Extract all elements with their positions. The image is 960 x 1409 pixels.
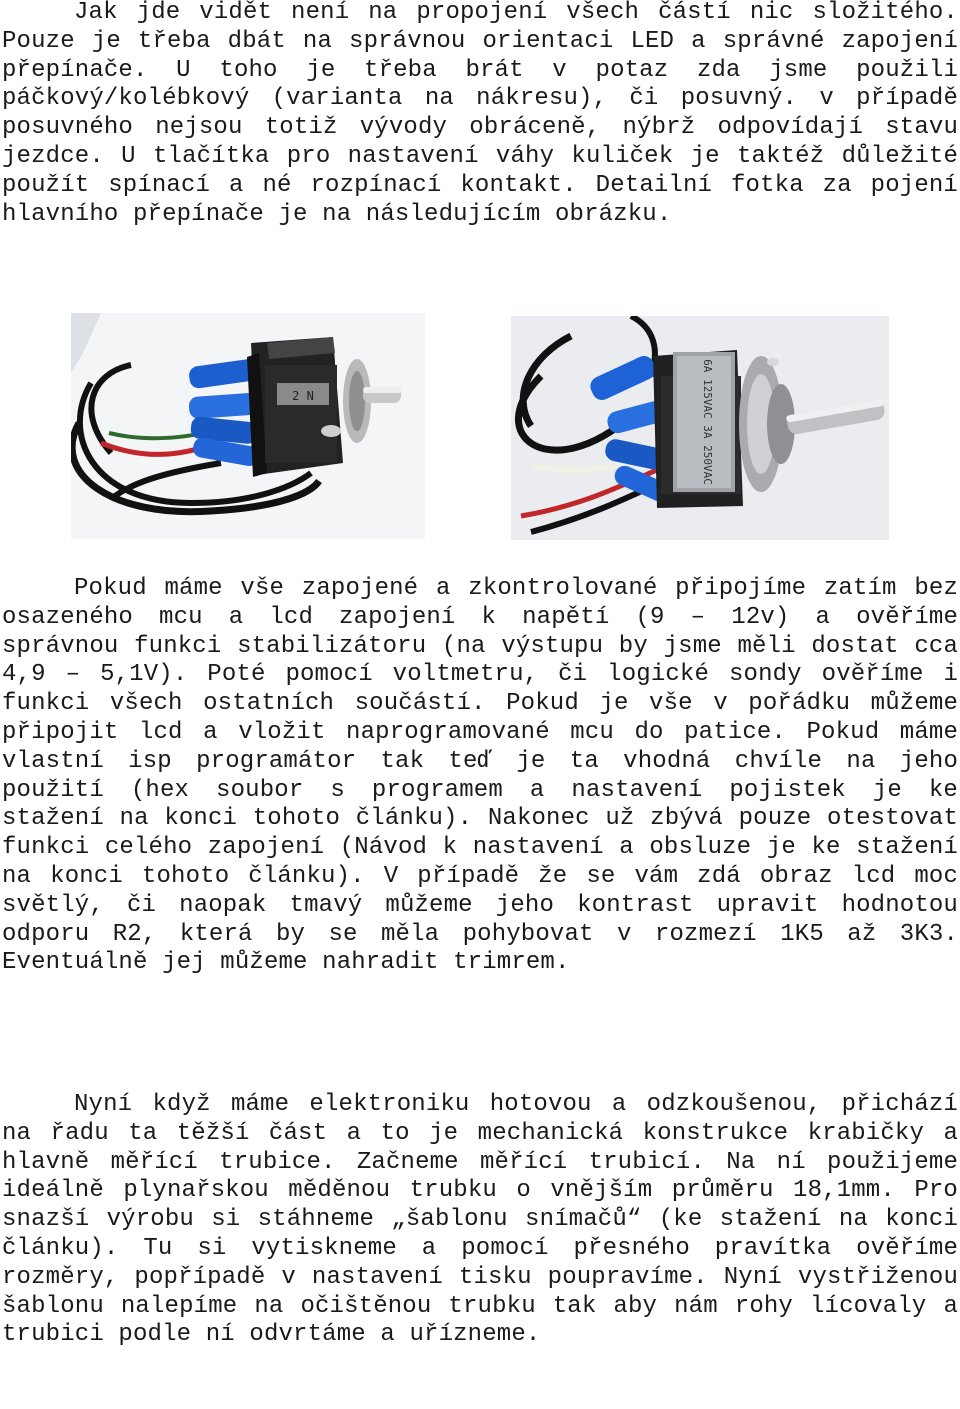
paragraph-switch-wiring: Jak jde vidět není na propojení všech částí nic složitého. Pouze je třeba dbát na správnou orientaci LED a správné zapojení přepínače. U toho je třeba brát v potaz zda jsme použili páčkový/kolébkový (varianta na nákresu), či posuvný. v případě posuvného nejsou totiž vývody obráceně, nýbrž odpovídají stavu jezdce. U tlačítka pro nastavení váhy kuliček je taktéž důležité použít spínací a né rozpínací kontakt. Detailní fotka za pojení hlavního přepínače je na následujícím obrázku. [2, 0, 958, 228]
left-switch-marking: 2 N [292, 389, 314, 403]
toggle-switch-photo-front [511, 316, 889, 540]
toggle-switch-photo-side [71, 313, 425, 539]
paragraph-testing: Pokud máme vše zapojené a zkontrolované připojíme zatím bez osazeného mcu a lcd zapojení k napětí (9 – 12v) a ověříme správnou funkci stabilizátoru (na výstupu by jsme měli dostat cca 4,9 – 5,1V). Poté pomocí voltmetru, či logické sondy ověříme i funkci všech ostatních součástí. Pokud je vše v pořádku můžeme připojit lcd a vložit naprogramované mcu do patice. Pokud máme vlastní isp programátor tak teď je ta vhodná chvíle na jeho použití (hex soubor s programem a nastavení pojistek je ke stažení na konci tohoto článku). Nakonec už zbývá pouze otestovat funkci celého zapojení (Návod k nastavení a obsluze je ke stažení na konci tohoto článku). V případě že se vám zdá obraz lcd moc světlý, či naopak tmavý můžeme jeho kontrast upravit hodnotou odporu R2, která by se měla pohybovat v rozmezí 1K5 až 3K3. Eventuálně jej můžeme nahradit trimrem. [2, 575, 958, 977]
paragraph-mechanical-construction: Nyní když máme elektroniku hotovou a odzkoušenou, přichází na řadu ta těžší část a to je mechanická konstrukce krabičky a hlavně měřící trubice. Začneme měřící trubicí. Na ní použijeme ideálně plynařskou měděnou trubku o vnějším průměru 18,1mm. Pro snazší výrobu si stáhneme „šablonu snímačů“ (ke stažení na konci článku). Tu si vytiskneme a pomocí přesného pravítka ověříme rozměry, popřípadě v nastavení tisku poupravíme. Nyní vystřiženou šablonu nalepíme na očištěnou trubku tak aby nám rohy lícovaly a trubici podle ní odvrtáme a uřízneme. [2, 1091, 958, 1349]
right-switch-marking: 6A 125VAC 3A 250VAC [701, 359, 714, 485]
